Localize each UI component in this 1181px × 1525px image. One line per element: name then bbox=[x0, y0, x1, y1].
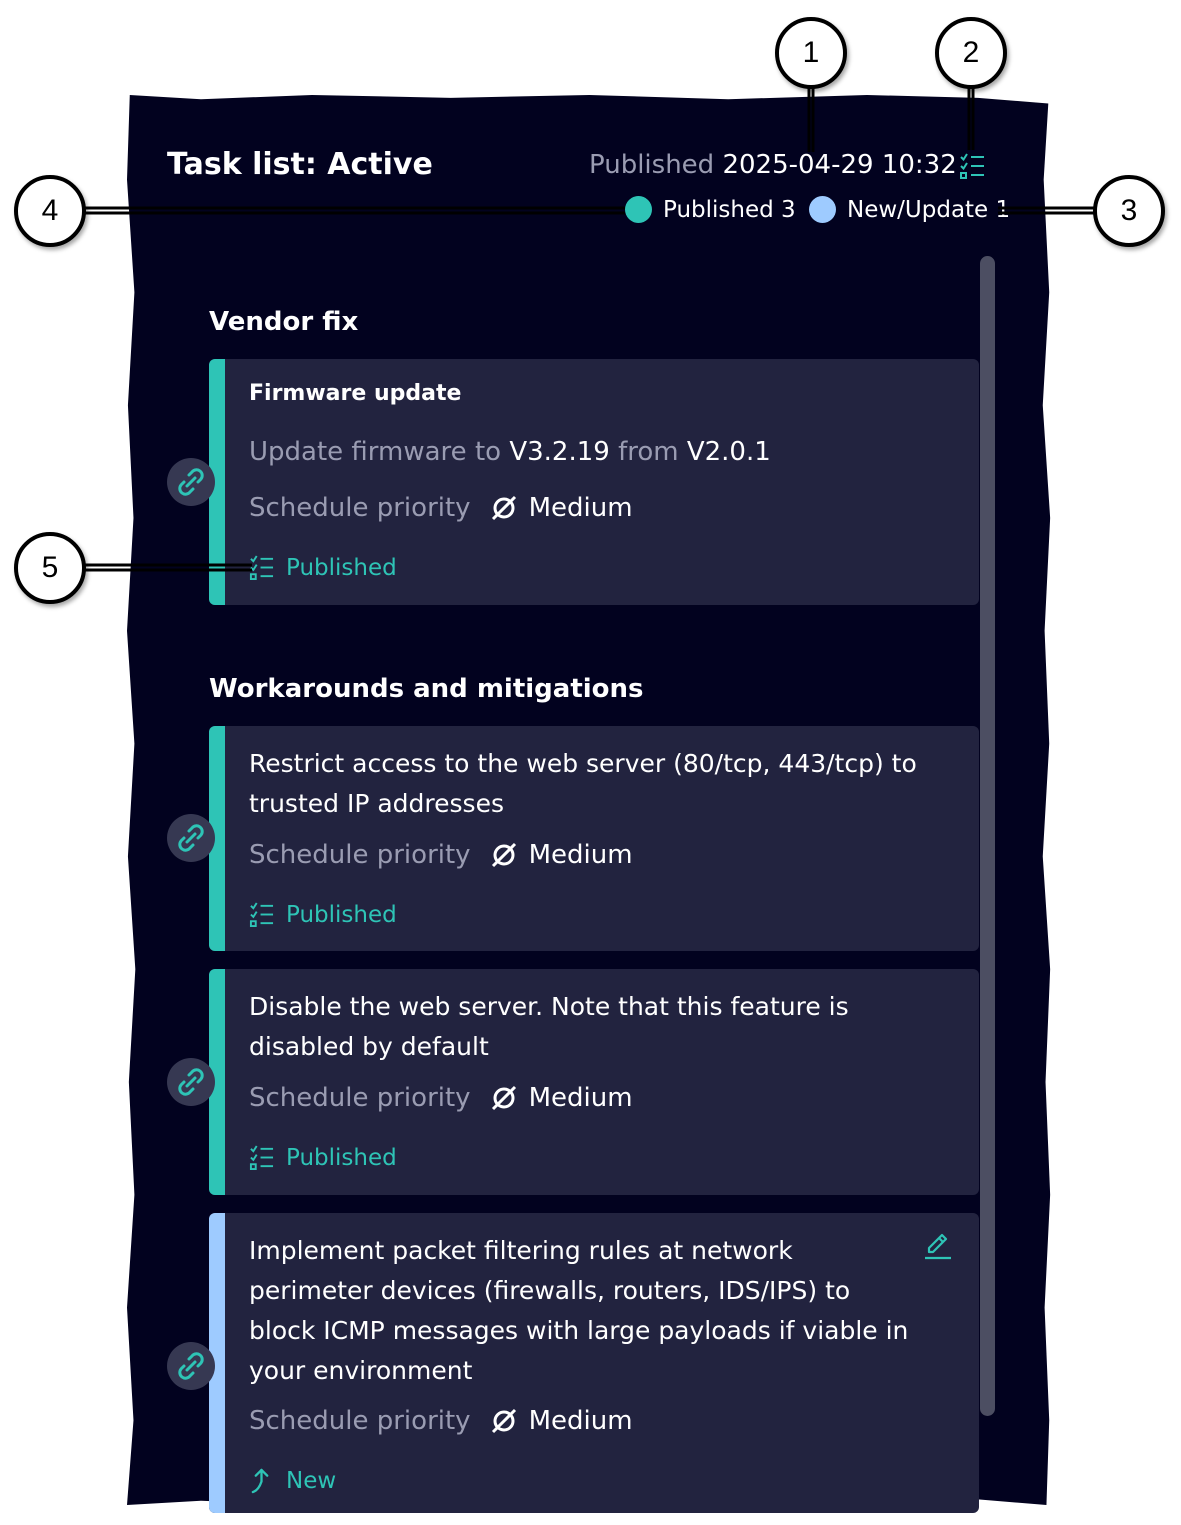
section-title-vendor-fix: Vendor fix bbox=[209, 307, 359, 337]
priority-label: Schedule priority bbox=[249, 493, 471, 523]
status-label: Published bbox=[286, 901, 397, 928]
page-title: Task list: Active bbox=[167, 147, 433, 182]
update-middle: from bbox=[618, 437, 679, 467]
priority-value: Medium bbox=[528, 840, 633, 870]
priority-label: Schedule priority bbox=[249, 840, 471, 870]
legend-new-update-label: New/Update 1 bbox=[847, 196, 1011, 223]
priority-label: Schedule priority bbox=[249, 1083, 471, 1113]
card-description: Restrict access to the web server (80/tcp, 443/tcp) to trusted IP addresses bbox=[249, 749, 917, 818]
priority-value: Medium bbox=[528, 1083, 633, 1113]
priority-value: Medium bbox=[528, 493, 633, 523]
legend-published-label: Published 3 bbox=[663, 196, 796, 223]
callout-2: 2 bbox=[935, 17, 1007, 89]
callout-1: 1 bbox=[775, 17, 847, 89]
callout-3: 3 bbox=[1093, 175, 1165, 247]
status-label: New bbox=[286, 1467, 337, 1494]
card-description: Disable the web server. Note that this feature is disabled by default bbox=[249, 992, 849, 1061]
published-datetime: 2025-04-29 10:32 bbox=[722, 150, 957, 180]
status-label: Published bbox=[286, 1144, 397, 1171]
priority-label: Schedule priority bbox=[249, 1406, 471, 1436]
section-title-workarounds: Workarounds and mitigations bbox=[209, 674, 644, 704]
version-from: V2.0.1 bbox=[686, 437, 771, 467]
update-prefix: Update firmware to bbox=[249, 437, 502, 467]
card-title: Firmware update bbox=[249, 381, 462, 406]
published-label: Published bbox=[589, 150, 715, 180]
callout-5: 5 bbox=[14, 532, 86, 604]
card-description: Implement packet filtering rules at network perimeter devices (firewalls, routers, IDS/IPS) to block ICMP messages with large payloads if viable in your environment bbox=[249, 1236, 909, 1385]
priority-value: Medium bbox=[528, 1406, 633, 1436]
callout-4: 4 bbox=[14, 175, 86, 247]
status-label: Published bbox=[286, 554, 397, 581]
version-to: V3.2.19 bbox=[509, 437, 610, 467]
